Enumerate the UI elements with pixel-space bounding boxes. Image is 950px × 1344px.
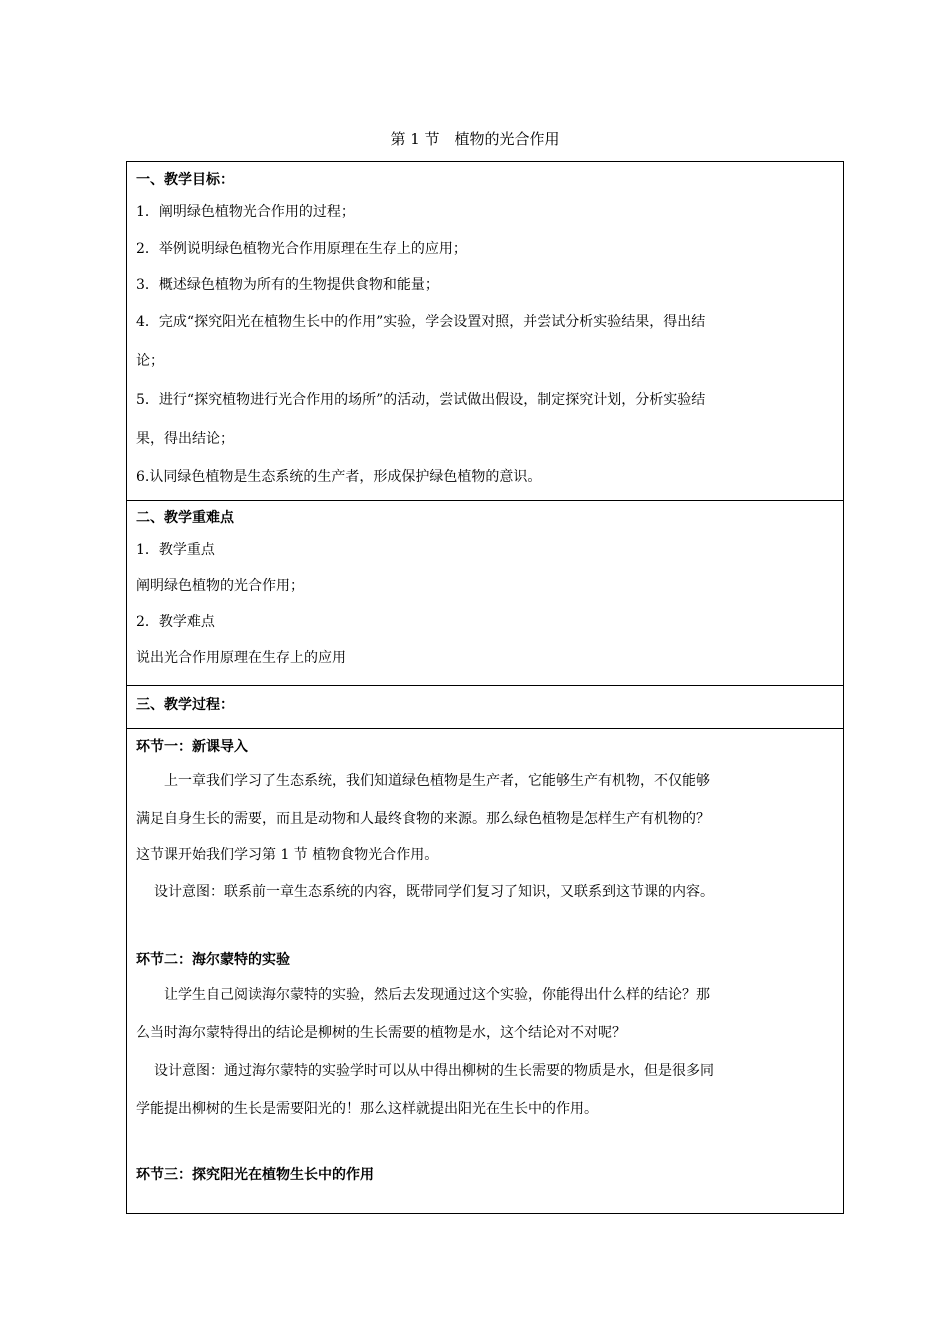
objective-item: 3．概述绿色植物为所有的生物提供食物和能量； xyxy=(136,277,439,293)
objective-item: 1．阐明绿色植物光合作用的过程； xyxy=(136,204,355,220)
step-heading: 环节二：海尔蒙特的实验 xyxy=(136,952,290,968)
section-process xyxy=(127,686,844,729)
paragraph-line: 这节课开始我们学习第 1 节 植物食物光合作用。 xyxy=(136,847,439,863)
design-intent: 设计意图：通过海尔蒙特的实验学时可以从中得出柳树的生长需要的物质是水，但是很多同 xyxy=(154,1063,714,1079)
design-intent: 学能提出柳树的生长是需要阳光的！那么这样就提出阳光在生长中的作用。 xyxy=(136,1101,598,1117)
paragraph-line: 上一章我们学习了生态系统，我们知道绿色植物是生产者，它能够生产有机物，不仅能够 xyxy=(164,773,710,789)
paragraph-line: 让学生自己阅读海尔蒙特的实验，然后去发现通过这个实验，你能得出什么样的结论？那 xyxy=(164,987,710,1003)
section-heading: 三、教学过程： xyxy=(136,697,234,713)
section-heading: 二、教学重难点 xyxy=(136,510,234,526)
objective-item: 5．进行“探究植物进行光合作用的场所”的活动，尝试做出假设，制定探究计划，分析实验结 xyxy=(136,392,706,408)
spacer xyxy=(136,911,834,945)
paragraph-line: 么当时海尔蒙特得出的结论是柳树的生长需要的植物是水，这个结论对不对呢？ xyxy=(136,1025,626,1041)
page-title: 第 1 节 植物的光合作用 xyxy=(390,130,560,148)
key-point-item: 说出光合作用原理在生存上的应用 xyxy=(136,650,346,666)
objective-item: 6.认同绿色植物是生态系统的生产者，形成保护绿色植物的意识。 xyxy=(136,469,542,485)
objective-item: 2．举例说明绿色植物光合作用原理在生存上的应用； xyxy=(136,241,467,257)
spacer xyxy=(136,1127,834,1161)
step-heading: 环节一：新课导入 xyxy=(136,739,248,755)
objective-item: 论； xyxy=(136,353,164,369)
section-heading: 一、教学目标： xyxy=(136,172,234,188)
objective-item: 4．完成“探究阳光在植物生长中的作用”实验，学会设置对照，并尝试分析实验结果，得出结 xyxy=(136,314,706,330)
objective-item: 果，得出结论； xyxy=(136,431,234,447)
key-point-item: 2．教学难点 xyxy=(136,614,215,630)
section-objectives xyxy=(127,162,844,501)
key-point-item: 1．教学重点 xyxy=(136,542,215,558)
section-process-steps xyxy=(127,729,844,1214)
paragraph-line: 满足自身生长的需要，而且是动物和人最终食物的来源。那么绿色植物是怎样生产有机物的？ xyxy=(136,811,710,827)
step-heading: 环节三：探究阳光在植物生长中的作用 xyxy=(136,1167,374,1183)
section-key-points xyxy=(127,501,844,686)
lesson-table xyxy=(126,161,844,1214)
key-point-item: 阐明绿色植物的光合作用； xyxy=(136,578,304,594)
design-intent: 设计意图：联系前一章生态系统的内容，既带同学们复习了知识，又联系到这节课的内容。 xyxy=(154,884,714,900)
